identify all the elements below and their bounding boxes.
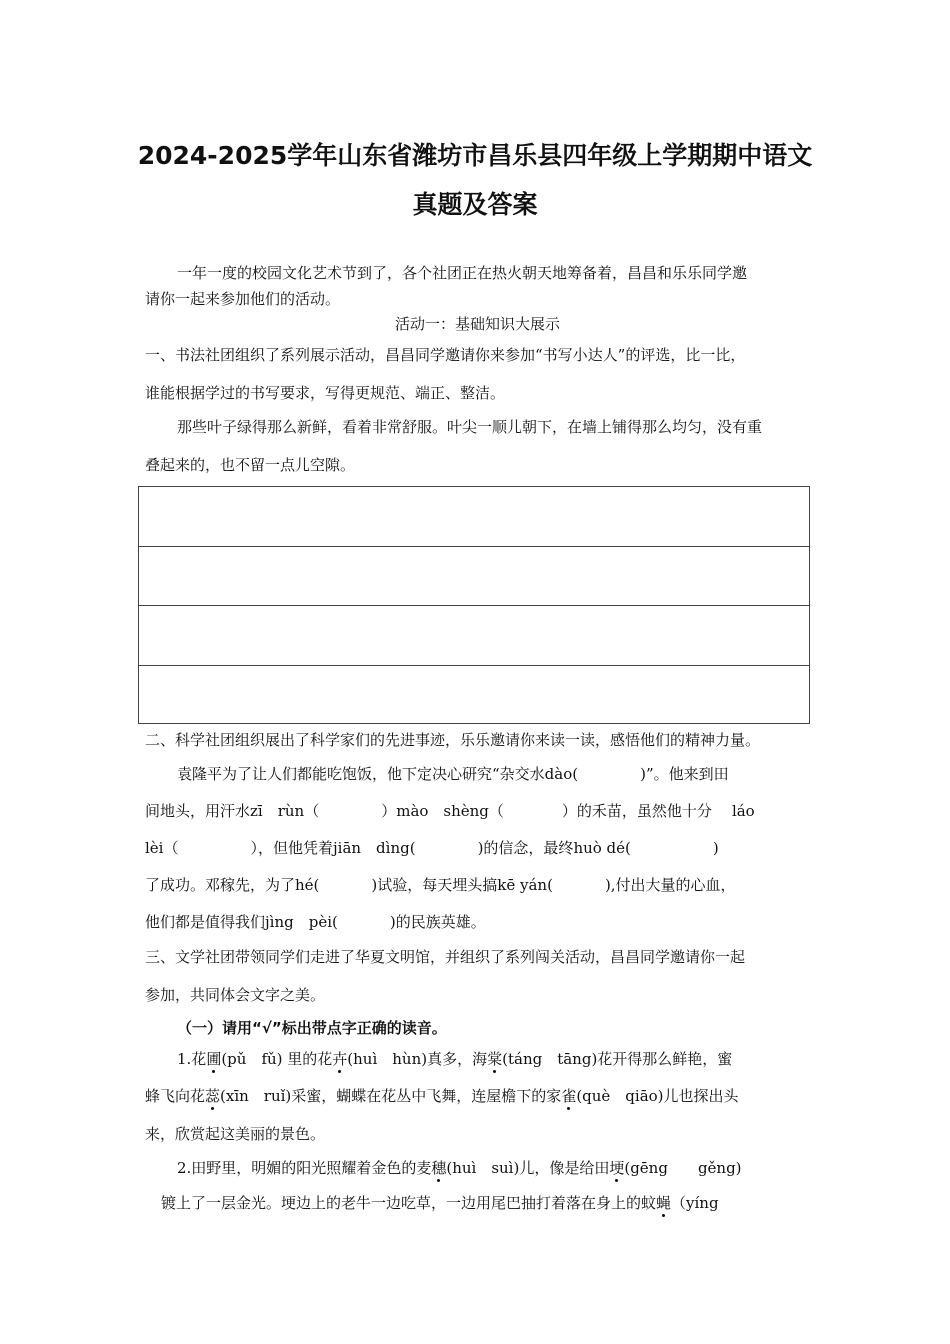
writing-row[interactable] xyxy=(139,666,809,726)
pinyin: huò dé( xyxy=(573,839,631,857)
q3-sub-heading: （一）请用“√”标出带点字正确的读音。 xyxy=(177,1019,447,1037)
dotted-char: 雀 xyxy=(561,1087,577,1105)
writing-row[interactable] xyxy=(139,606,809,666)
intro-line-2: 请你一起来参加他们的活动。 xyxy=(145,290,341,308)
text-segment: 2.田野里，明媚的阳光照耀着金色的麦 xyxy=(177,1159,432,1177)
pinyin: hé( xyxy=(295,876,320,894)
text-segment: 间地头，用汗水 xyxy=(145,802,251,820)
q2-line-3 xyxy=(145,838,810,858)
text-segment: 他们都是值得我们 xyxy=(145,913,266,931)
dotted-char: 卉 xyxy=(332,1050,348,1068)
writing-row[interactable] xyxy=(139,487,809,547)
handwriting-box[interactable] xyxy=(138,486,810,724)
pinyin-choice[interactable]: (pǔ fǔ) 里的花 xyxy=(221,1050,333,1068)
q3-sentence-1-end: 来，欣赏起这美丽的景色。 xyxy=(145,1125,326,1143)
pinyin-choice[interactable]: (táng tāng)花开得那么鲜艳，蜜 xyxy=(502,1050,733,1068)
text-segment: 1.花 xyxy=(177,1050,207,1068)
text-segment: )的信念，最终 xyxy=(477,839,574,857)
q2-line-1 xyxy=(145,764,810,784)
text-segment: )试验，每天埋头搞 xyxy=(371,876,498,894)
dotted-char: 埂 xyxy=(609,1159,625,1177)
q2-line-4 xyxy=(145,875,810,895)
pinyin-choice[interactable]: (xīn ruǐ)采蜜，蝴蝶在花丛中飞舞，连屋檐下的家 xyxy=(220,1087,562,1105)
q1-line-1: 一、书法社团组织了系列展示活动，昌昌同学邀请你来参加“书写小达人”的评选，比一比， xyxy=(145,346,746,364)
q3-sentence-2 xyxy=(145,1158,810,1178)
pinyin-choice[interactable]: （yíng xyxy=(671,1194,719,1212)
q3-sentence-1 xyxy=(145,1049,810,1069)
q3-line-2: 参加，共同体会文字之美。 xyxy=(145,986,326,1004)
intro-line-1: 一年一度的校园文化艺术节到了，各个社团正在热火朝天地筹备着，昌昌和乐乐同学邀 xyxy=(177,264,748,282)
q2-line-2 xyxy=(145,801,810,821)
pinyin-choice[interactable]: (gēng gěng) xyxy=(624,1159,742,1177)
pinyin: jìng pèi( xyxy=(265,913,338,931)
pinyin: lèi（ xyxy=(145,839,179,857)
q1-passage-line-2: 叠起来的，也不留一点儿空隙。 xyxy=(145,456,356,474)
pinyin: dào( xyxy=(544,765,579,783)
writing-row[interactable] xyxy=(139,547,809,607)
pinyin: láo xyxy=(731,802,755,820)
q2-line-5 xyxy=(145,912,810,932)
pinyin: kē yán( xyxy=(497,876,553,894)
q3-line-1: 三、文学社团带领同学们走进了华夏文明馆，并组织了系列闯关活动，昌昌同学邀请你一起 xyxy=(145,948,746,966)
text-segment: 袁隆平为了让人们都能吃饱饭，他下定决心研究“杂交水 xyxy=(177,765,545,783)
dotted-char: 圃 xyxy=(206,1050,222,1068)
q3-sentence-2-cont xyxy=(145,1193,810,1213)
dotted-char: 蝇 xyxy=(656,1194,672,1212)
text-segment: 了成功。邓稼先，为了 xyxy=(145,876,296,894)
q3-sentence-1-cont xyxy=(145,1086,810,1106)
page-title-line-2: 真题及答案 xyxy=(412,190,538,219)
q1-passage-line-1: 那些叶子绿得那么新鲜，看着非常舒服。叶尖一顺儿朝下，在墙上铺得那么均匀，没有重 xyxy=(177,418,763,436)
pinyin: ）mào shèng（ xyxy=(381,802,504,820)
page-title-line-1: 2024-2025学年山东省潍坊市昌乐县四年级上学期期中语文 xyxy=(137,141,813,170)
text-segment: )”。他来到田 xyxy=(640,765,729,783)
pinyin-choice[interactable]: (què qiāo)儿也探出头 xyxy=(576,1087,739,1105)
activity-heading: 活动一：基础知识大展示 xyxy=(394,315,560,333)
text-segment: 镀上了一层金光。埂边上的老牛一边吃草，一边用尾巴抽打着落在身上的蚊 xyxy=(161,1194,657,1212)
text-segment: 蜂飞向花 xyxy=(145,1087,206,1105)
text-segment: ）的禾苗，虽然他十分 xyxy=(561,802,712,820)
dotted-char: 棠 xyxy=(487,1050,503,1068)
pinyin: jiān dìng( xyxy=(333,839,416,857)
q1-line-2: 谁能根据学过的书写要求，写得更规范、端正、整洁。 xyxy=(145,384,506,402)
dotted-char: 蕊 xyxy=(205,1087,221,1105)
text-segment: ),付出大量的心血， xyxy=(604,876,736,894)
pinyin-choice[interactable]: (huì suì)儿，像是给田 xyxy=(446,1159,610,1177)
text-segment: ) xyxy=(712,839,719,857)
text-segment: )的民族英雄。 xyxy=(389,913,486,931)
pinyin-choice[interactable]: (huì hùn)真多，海 xyxy=(347,1050,488,1068)
dotted-char: 穗 xyxy=(431,1159,447,1177)
text-segment: ），但他凭着 xyxy=(250,839,333,857)
pinyin: zī rùn（ xyxy=(250,802,320,820)
q2-line-0: 二、科学社团组织展出了科学家们的先进事迹，乐乐邀请你来读一读，感悟他们的精神力量。 xyxy=(145,731,761,749)
